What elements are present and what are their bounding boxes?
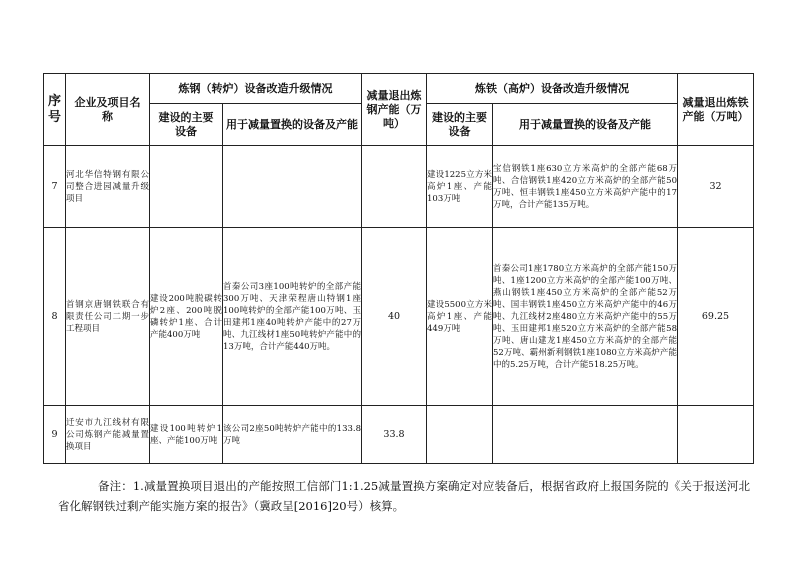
cell-iron-new: 建设1225立方米高炉1座、产能103万吨: [427, 146, 493, 228]
header-steel-new: 建设的主要设备: [150, 104, 223, 146]
cell-company: 迁安市九江线材有限公司炼钢产能减量置换项目: [66, 406, 150, 464]
cell-steel-new: 建设200吨脱碳转炉2座、200吨脱磷转炉1座、合计产能400万吨: [150, 228, 223, 406]
capacity-replacement-table: [43, 73, 754, 464]
cell-steel-new: 建设100吨转炉1座、产能100万吨: [150, 406, 223, 464]
table-row: [44, 228, 754, 406]
cell-iron-replace: [493, 406, 678, 464]
table-row: [44, 406, 754, 464]
cell-iron-new: [427, 406, 493, 464]
cell-steel-replace: [223, 146, 362, 228]
header-iron-group: 炼铁（高炉）设备改造升级情况: [427, 74, 678, 104]
cell-steel-replace: 首秦公司3座100吨转炉的全部产能300万吨、天津荣程唐山特钢1座100吨转炉的全部产能100万吨、玉田建邦1座40吨转炉产能中的27万吨、九江线材1座50吨转炉产能中的13万吨，合计产能440万吨。: [223, 228, 362, 406]
cell-steel-replace: 该公司2座50吨转炉产能中的133.8万吨: [223, 406, 362, 464]
cell-iron-exit: 32: [678, 146, 754, 228]
header-steel-exit: 减量退出炼钢产能（万吨）: [362, 74, 427, 146]
cell-iron-new: 建设5500立方米高炉1座、产能449万吨: [427, 228, 493, 406]
cell-iron-exit: 69.25: [678, 228, 754, 406]
cell-iron-replace: 首秦公司1座1780立方米高炉的全部产能150万吨、1座1200立方米高炉的全部产能100万吨、燕山钢铁1座450立方米高炉的全部产能52万吨、国丰钢铁1座450立方米高炉产能中的46万吨、九江线材2座480立方米高炉产能中的55万吨、玉田建邦1座520立方米高炉的全部产能58万吨、唐山建龙1座450立方米高炉的全部产能52万吨、霸州新利钢铁1座1080立方米高炉产能中的5.25万吨，合计产能518.25万吨。: [493, 228, 678, 406]
cell-seq: 7: [44, 146, 66, 228]
header-company: 企业及项目名称: [66, 74, 150, 146]
header-iron-new: 建设的主要设备: [427, 104, 493, 146]
footnote: 备注：1.减量置换项目退出的产能按照工信部门1:1.25减量置换方案确定对应装备后，根据省政府上报国务院的《关于报送河北省化解钢铁过剩产能实施方案的报告》（冀政呈[2016]20号）核算。: [58, 479, 750, 513]
cell-steel-new: [150, 146, 223, 228]
table-row: [44, 146, 754, 228]
cell-steel-exit: 33.8: [362, 406, 427, 464]
header-seq: 序号: [44, 74, 66, 146]
cell-iron-replace: 宝信钢铁1座630立方米高炉的全部产能68万吨、合信钢铁1座420立方米高炉的全部产能50万吨、恒丰钢铁1座450立方米高炉产能中的17万吨，合计产能135万吨。: [493, 146, 678, 228]
cell-seq: 9: [44, 406, 66, 464]
cell-seq: 8: [44, 228, 66, 406]
cell-steel-exit: 40: [362, 228, 427, 406]
cell-company: 首钢京唐钢铁联合有限责任公司二期一步工程项目: [66, 228, 150, 406]
cell-steel-exit: [362, 146, 427, 228]
header-iron-exit: 减量退出炼铁产能（万吨）: [678, 74, 754, 146]
cell-company: 河北华信特钢有限公司整合进园减量升级项目: [66, 146, 150, 228]
header-iron-replace: 用于减量置换的设备及产能: [493, 104, 678, 146]
header-steel-group: 炼钢（转炉）设备改造升级情况: [150, 74, 362, 104]
cell-iron-exit: [678, 406, 754, 464]
header-steel-replace: 用于减量置换的设备及产能: [223, 104, 362, 146]
